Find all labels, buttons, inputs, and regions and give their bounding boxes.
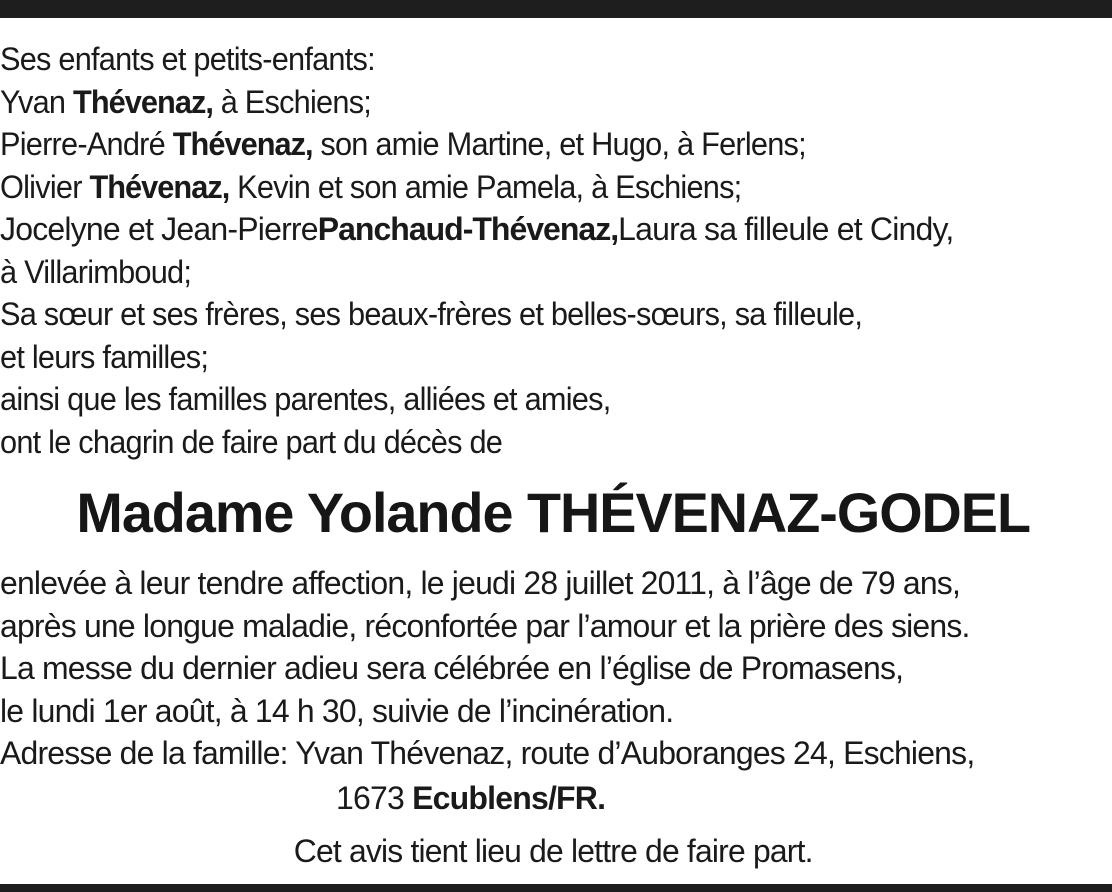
family-detail: à Eschiens; bbox=[212, 83, 372, 120]
family-detail: Kevin et son amie Pamela, à Eschiens; bbox=[229, 168, 742, 205]
family-line-jocelyne-text bbox=[0, 208, 953, 251]
family-detail: Laura sa filleule et Cindy, bbox=[618, 211, 954, 247]
family-line-jocelyne bbox=[0, 208, 1106, 251]
family-surname: Panchaud-Thévenaz, bbox=[317, 211, 619, 247]
family-line-pierre-andre bbox=[0, 123, 1062, 166]
family-surname: Thévenaz, bbox=[73, 83, 213, 120]
deceased-name-heading: Madame Yolande THÉVENAZ-GODEL bbox=[76, 481, 1031, 544]
closing-line: Cet avis tient lieu de lettre de faire part. bbox=[293, 833, 813, 869]
family-line-yvan bbox=[0, 81, 1062, 124]
notice-details bbox=[0, 562, 1108, 775]
intro-line: Ses enfants et petits-enfants: bbox=[0, 41, 375, 77]
family-first-name: Olivier bbox=[0, 168, 90, 205]
address-city: Ecublens/FR. bbox=[412, 780, 606, 816]
family-list bbox=[0, 38, 1106, 463]
family-line-continuation: à Villarimboud; bbox=[0, 253, 192, 290]
relatives-line: et leurs familles; bbox=[0, 338, 209, 375]
family-line-olivier bbox=[0, 166, 1062, 209]
detail-line: La messe du dernier adieu sera célébrée en l’église de Promasens, bbox=[0, 650, 904, 686]
detail-line: le lundi 1er août, à 14 h 30, suivie de l’incinération. bbox=[0, 692, 674, 729]
relatives-line: ainsi que les familles parentes, alliées et amies, bbox=[0, 381, 611, 417]
detail-line: Adresse de la famille: Yvan Thévenaz, route d’Auboranges 24, Eschiens, bbox=[0, 735, 975, 771]
family-first-name: Jocelyne et Jean-Pierre bbox=[0, 211, 318, 247]
announcement-line: ont le chagrin de faire part du décès de bbox=[0, 423, 503, 460]
family-surname: Thévenaz, bbox=[89, 168, 230, 205]
bottom-border-rule bbox=[0, 884, 1112, 892]
detail-line: après une longue maladie, réconfortée par l’amour et la prière des siens. bbox=[0, 607, 970, 644]
relatives-line: Sa sœur et ses frères, ses beaux-frères et belles-sœurs, sa filleule, bbox=[0, 296, 863, 332]
family-detail: son amie Martine, et Hugo, à Ferlens; bbox=[312, 126, 806, 162]
family-first-name: Pierre-André bbox=[0, 126, 173, 162]
family-first-name: Yvan bbox=[0, 83, 74, 120]
address-city-line bbox=[336, 777, 605, 819]
top-border-rule bbox=[0, 0, 1112, 18]
address-zip: 1673 bbox=[336, 780, 413, 816]
family-surname: Thévenaz, bbox=[172, 126, 313, 162]
detail-line: enlevée à leur tendre affection, le jeudi 28 juillet 2011, à l’âge de 79 ans, bbox=[0, 565, 961, 601]
